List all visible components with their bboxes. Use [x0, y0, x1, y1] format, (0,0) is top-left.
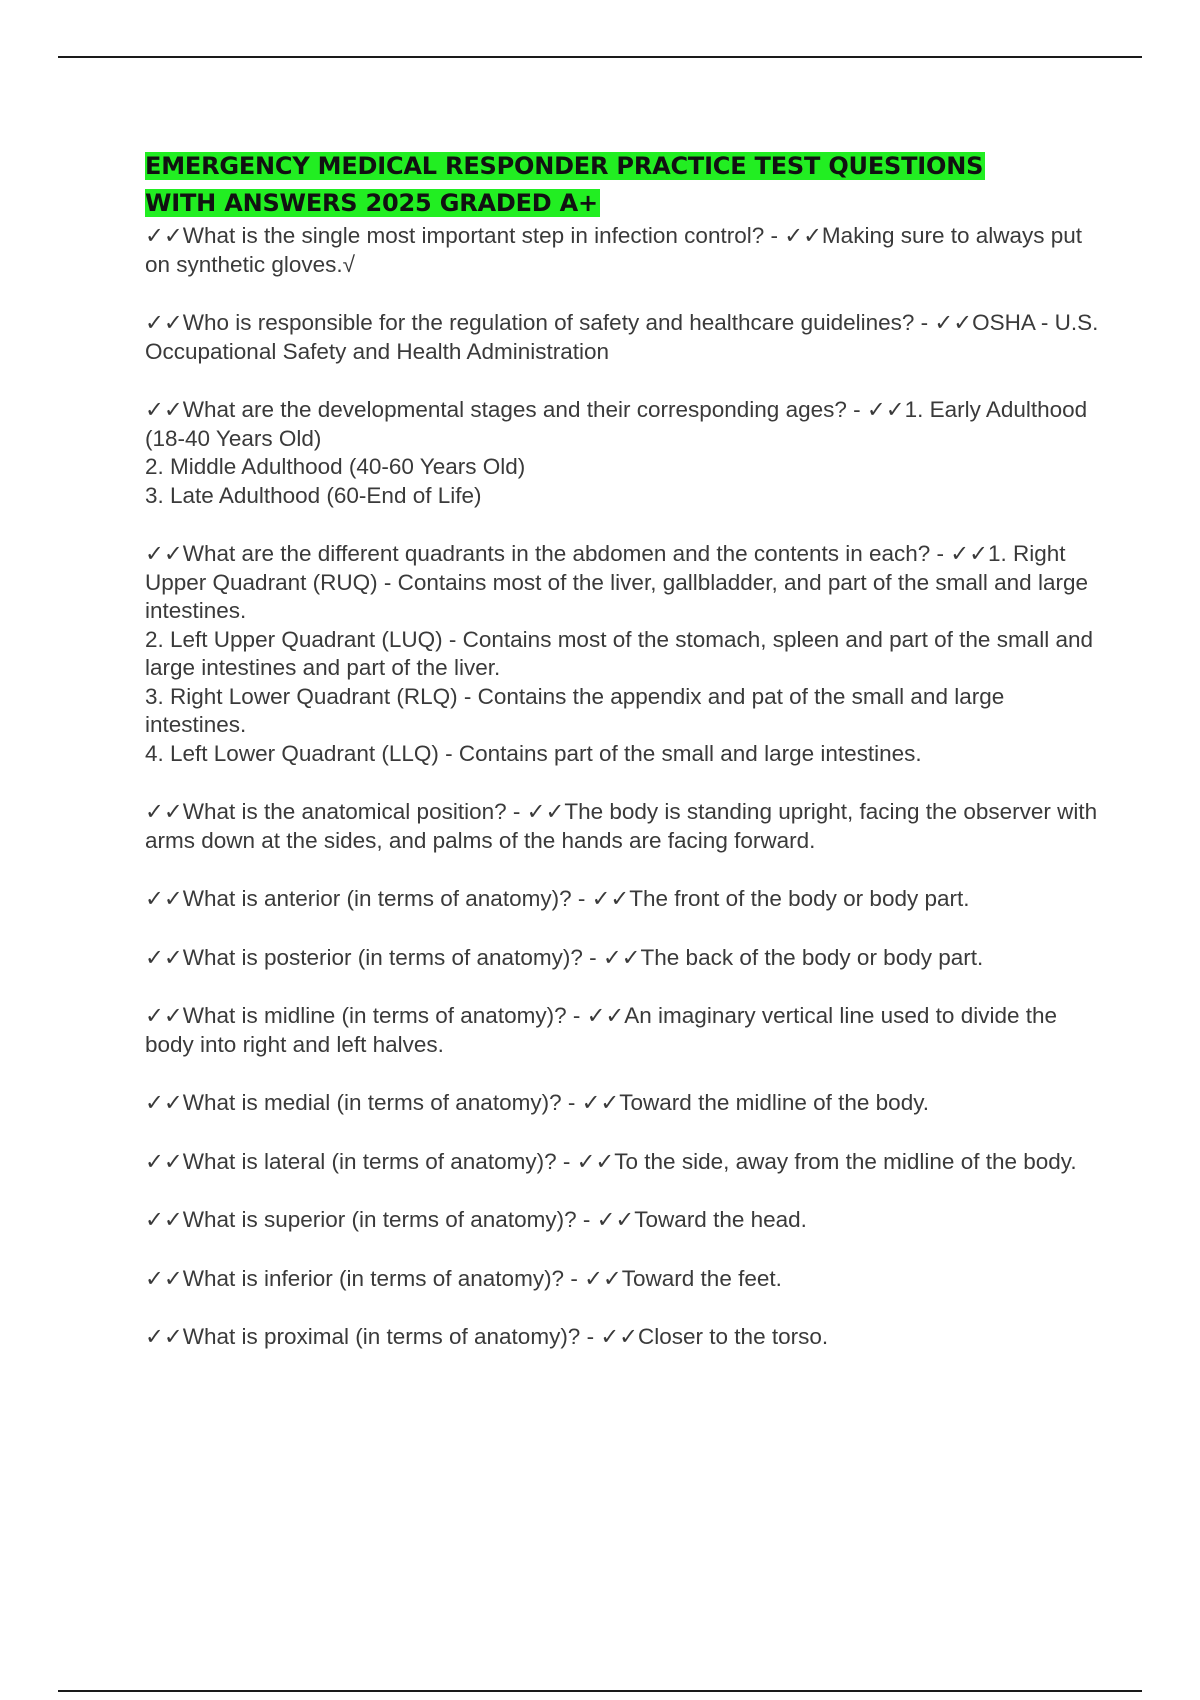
document-body: [145, 148, 1105, 1382]
qa-item-infection-control: ✓✓What is the single most important step in infection control? - ✓✓Making sure to always put on synthetic gloves.√: [145, 223, 1089, 277]
qa-item-midline: ✓✓What is midline (in terms of anatomy)? - ✓✓An imaginary vertical line used to divide the body into right and left halves.: [145, 1003, 1064, 1057]
qa-item-abdominal-quadrants: ✓✓What are the different quadrants in the abdomen and the contents in each? - ✓✓1. Right Upper Quadrant (RUQ) - Contains most of the liver, gallbladder, and part of the small and large intestines. 2. Left Upper Quadrant (LUQ) - Contains most of the stomach, spleen and part of the small and large intestines and part of the liver. 3. Right Lower Quadrant (RLQ) - Contains the appendix and pat of the small and large intestines. 4. Left Lower Quadrant (LLQ) - Contains part of the small and large intestines.: [145, 541, 1093, 766]
top-divider: [58, 56, 1142, 58]
qa-item-superior: ✓✓What is superior (in terms of anatomy)? - ✓✓Toward the head.: [145, 1207, 807, 1232]
qa-item-osha: ✓✓Who is responsible for the regulation of safety and healthcare guidelines? - ✓✓OSHA - U.S. Occupational Safety and Health Administration: [145, 310, 1105, 364]
qa-item-inferior: ✓✓What is inferior (in terms of anatomy)? - ✓✓Toward the feet.: [145, 1265, 782, 1291]
qa-item-lateral: ✓✓What is lateral (in terms of anatomy)? - ✓✓To the side, away from the midline of the body.: [145, 1148, 1077, 1174]
qa-item-anatomical-position: ✓✓What is the anatomical position? - ✓✓The body is standing upright, facing the observer with arms down at the sides, and palms of the hands are facing forward.: [145, 799, 1104, 853]
bottom-divider: [58, 1690, 1142, 1692]
qa-item-developmental-stages: ✓✓What are the developmental stages and their corresponding ages? - ✓✓1. Early Adulthood (18-40 Years Old) 2. Middle Adulthood (40-60 Years Old) 3. Late Adulthood (60-End of Life): [145, 397, 1088, 508]
qa-item-posterior: ✓✓What is posterior (in terms of anatomy)? - ✓✓The back of the body or body part.: [145, 944, 984, 970]
qa-item-medial: ✓✓What is medial (in terms of anatomy)? - ✓✓Toward the midline of the body.: [145, 1090, 930, 1115]
document-title: EMERGENCY MEDICAL RESPONDER PRACTICE TEST QUESTIONS WITH ANSWERS 2025 GRADED A+: [145, 152, 984, 217]
qa-item-anterior: ✓✓What is anterior (in terms of anatomy)? - ✓✓The front of the body or body part.: [145, 886, 970, 911]
document-title-block: [145, 148, 1045, 222]
qa-item-proximal: ✓✓What is proximal (in terms of anatomy)? - ✓✓Closer to the torso.: [145, 1324, 829, 1349]
